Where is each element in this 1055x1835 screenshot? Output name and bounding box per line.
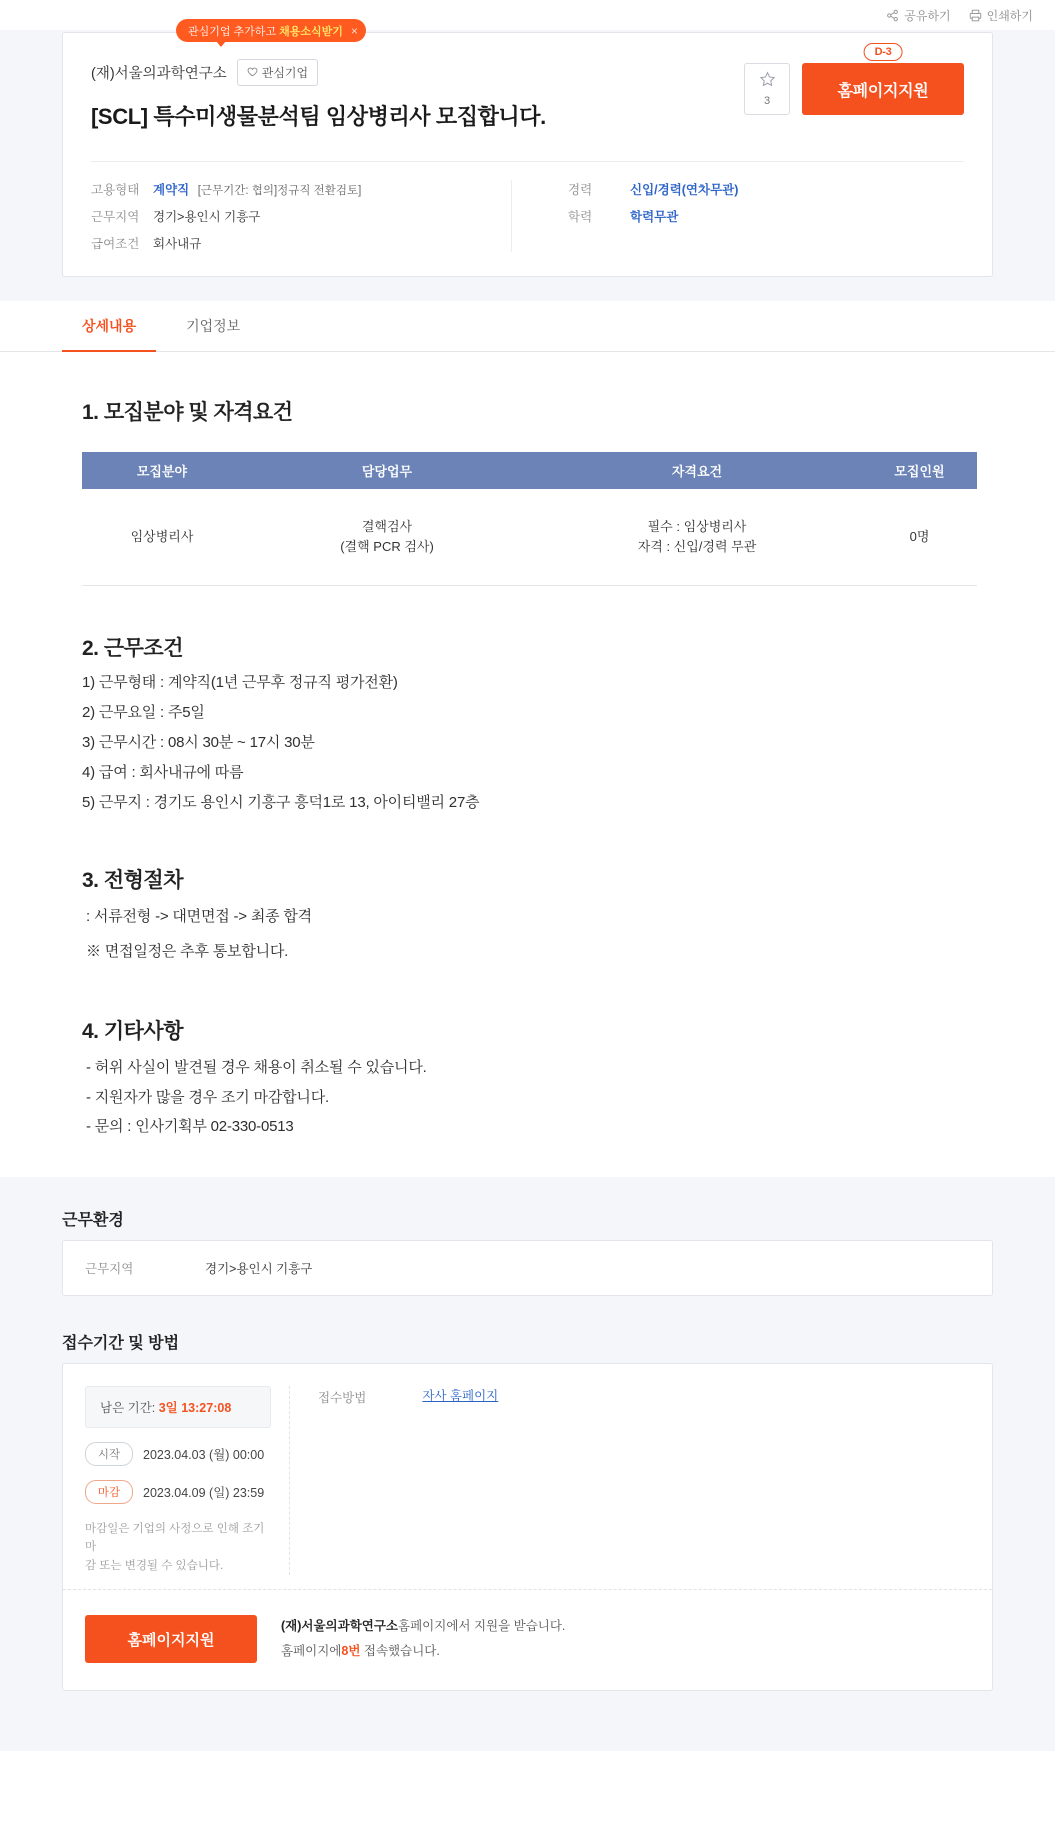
info-label: 급여조건 xyxy=(91,237,140,251)
tooltip-text: 관심기업 추가하고 채용소식받기 xyxy=(188,25,343,38)
location-value: 경기>용인시 기흥구 xyxy=(153,210,261,224)
col-headcount: 모집인원 xyxy=(862,452,977,489)
etc-item: - 허위 사실이 발견될 경우 채용이 취소될 수 있습니다. xyxy=(86,1059,427,1077)
favorite-company-button[interactable] xyxy=(237,59,318,86)
info-row-employment xyxy=(91,180,511,198)
environment-value: 경기>용인시 기흥구 xyxy=(205,1262,313,1277)
end-date-row xyxy=(85,1480,271,1504)
remaining-label: 남은 기간: xyxy=(100,1401,159,1416)
recruit-table xyxy=(82,452,977,586)
environment-card xyxy=(62,1240,993,1296)
application-period xyxy=(85,1386,290,1575)
info-row-career xyxy=(568,180,738,198)
section-title-process: 3. 전형절차 xyxy=(82,869,183,893)
info-label: 학력 xyxy=(568,210,593,224)
header-actions xyxy=(744,46,964,115)
deadline-notice xyxy=(85,1520,271,1575)
share-icon xyxy=(886,9,899,22)
info-row-education xyxy=(568,207,738,225)
cell-duty xyxy=(242,489,532,586)
employment-type-sub: [근무기간: 협의]정규직 전환검토] xyxy=(197,185,362,197)
process-list xyxy=(86,900,993,969)
tabs-bar xyxy=(0,301,1055,352)
header-info-left xyxy=(91,180,511,252)
application-footer xyxy=(63,1589,992,1690)
footer-line-1 xyxy=(281,1614,565,1639)
start-date-row xyxy=(85,1442,271,1466)
qual-line-1: 필수 : 임상병리사 xyxy=(647,519,747,534)
footer-company: (재)서울의과학연구소 xyxy=(281,1619,399,1634)
section-title-recruit: 1. 모집분야 및 자격요건 xyxy=(82,401,293,424)
apply-button-label: 홈페이지지원 xyxy=(837,82,929,100)
print-label: 인쇄하기 xyxy=(986,8,1033,23)
remaining-time-box xyxy=(85,1386,271,1428)
tooltip-close-icon[interactable]: × xyxy=(350,23,358,38)
remaining-value: 3일 13:27:08 xyxy=(158,1401,232,1416)
condition-item: 1) 근무형태 : 계약직(1년 근무후 정규직 평가전환) xyxy=(82,674,398,692)
header-info-right xyxy=(511,180,738,252)
application-title: 접수기간 및 방법 xyxy=(62,1335,180,1353)
method-label: 접수방법 xyxy=(318,1391,367,1406)
start-date: 2023.04.03 (월) 00:00 xyxy=(143,1448,265,1463)
footer-text-1: 홈페이지에서 지원을 받습니다. xyxy=(398,1619,566,1634)
job-header-card xyxy=(62,23,993,277)
scrap-button[interactable] xyxy=(744,63,790,115)
notice-line-2: 감 또는 변경될 수 있습니다. xyxy=(85,1559,224,1572)
etc-item: - 문의 : 인사기획부 02-330-0513 xyxy=(86,1117,294,1135)
duty-line-1: 결핵검사 xyxy=(361,519,413,534)
tabs xyxy=(62,301,993,351)
cell-qualification xyxy=(532,489,862,586)
condition-item: 3) 근무시간 : 08시 30분 ~ 17시 30분 xyxy=(82,734,315,752)
info-value xyxy=(153,180,361,198)
condition-item: 4) 급여 : 회사내규에 따름 xyxy=(82,764,244,782)
col-field: 모집분야 xyxy=(82,452,242,489)
condition-item: 5) 근무지 : 경기도 용인시 기흥구 흥덕1로 13, 아이티밸리 27층 xyxy=(82,794,480,812)
dday-badge: D-3 xyxy=(864,43,903,61)
table-row xyxy=(82,489,977,586)
scrap-count: 3 xyxy=(763,95,771,107)
info-label: 근무지역 xyxy=(91,210,140,224)
salary-value: 회사내규 xyxy=(153,237,202,251)
footer-suffix: 접속했습니다. xyxy=(360,1644,440,1659)
process-item: : 서류전형 -> 대면면접 -> 최종 합격 xyxy=(86,908,312,926)
application-card xyxy=(62,1363,993,1691)
qual-line-2: 자격 : 신입/경력 무관 xyxy=(637,539,757,555)
environment-title: 근무환경 xyxy=(62,1212,124,1230)
education-value[interactable]: 학력무관 xyxy=(630,210,679,224)
share-label: 공유하기 xyxy=(904,8,951,23)
cell-headcount: 0명 xyxy=(862,489,977,586)
header-info xyxy=(63,162,992,276)
bottom-area xyxy=(0,1177,1055,1751)
favorite-tooltip xyxy=(176,19,366,42)
heart-icon xyxy=(247,66,258,80)
printer-icon xyxy=(969,9,982,22)
page-title: [SCL] 특수미생물분석팀 임상병리사 모집합니다. xyxy=(91,104,546,129)
end-badge: 마감 xyxy=(85,1480,133,1504)
footer-prefix: 홈페이지에 xyxy=(281,1644,342,1659)
share-button[interactable] xyxy=(886,7,950,24)
notice-line-1: 마감일은 기업의 사정으로 인해 조기마 xyxy=(85,1523,265,1554)
info-label: 고용형태 xyxy=(91,183,140,197)
work-conditions-list xyxy=(82,668,993,818)
employment-type-value[interactable]: 계약직 xyxy=(153,183,190,197)
tab-details[interactable]: 상세내용 xyxy=(62,301,156,352)
apply-button[interactable] xyxy=(802,46,964,115)
col-duty: 담당업무 xyxy=(242,452,532,489)
utility-bar xyxy=(0,0,1055,30)
header-area xyxy=(0,23,1055,301)
environment-row xyxy=(63,1241,992,1295)
condition-item: 2) 근무요일 : 주5일 xyxy=(82,704,205,722)
info-row-location xyxy=(91,207,511,225)
career-value[interactable]: 신입/경력(연차무관) xyxy=(630,183,739,197)
application-section xyxy=(62,1330,993,1691)
footer-apply-button[interactable]: 홈페이지지원 xyxy=(85,1615,257,1663)
end-date: 2023.04.09 (일) 23:59 xyxy=(143,1486,265,1501)
start-badge: 시작 xyxy=(85,1442,133,1466)
company-name[interactable]: (재)서울의과학연구소 xyxy=(91,66,227,82)
header-top xyxy=(63,33,992,143)
section-title-conditions: 2. 근무조건 xyxy=(82,637,183,661)
section-title-etc: 4. 기타사항 xyxy=(82,1020,183,1044)
info-row-salary xyxy=(91,234,511,252)
star-icon xyxy=(759,71,776,93)
print-button[interactable] xyxy=(969,7,1033,24)
tooltip-highlight: 채용소식받기 xyxy=(279,25,343,38)
etc-list xyxy=(86,1053,993,1141)
etc-item: - 지원자가 많을 경우 조기 마감합니다. xyxy=(86,1088,329,1106)
process-item: ※ 면접일정은 추후 통보합니다. xyxy=(86,942,289,960)
info-label: 경력 xyxy=(568,183,593,197)
tab-company-info[interactable]: 기업정보 xyxy=(186,317,241,334)
environment-label: 근무지역 xyxy=(85,1262,134,1277)
application-method xyxy=(290,1386,498,1575)
footer-line-2 xyxy=(281,1639,565,1664)
favorite-label: 관심기업 xyxy=(261,66,309,80)
application-body xyxy=(63,1364,992,1575)
detail-content xyxy=(0,352,1055,1177)
footer-visit-count: 8번 xyxy=(341,1644,361,1659)
footer-text xyxy=(281,1614,565,1664)
duty-line-2: (결핵 PCR 검사) xyxy=(340,539,434,555)
table-header-row xyxy=(82,452,977,489)
method-link[interactable]: 자사 홈페이지 xyxy=(422,1389,499,1404)
col-qualification: 자격요건 xyxy=(532,452,862,489)
cell-field: 임상병리사 xyxy=(82,489,242,586)
